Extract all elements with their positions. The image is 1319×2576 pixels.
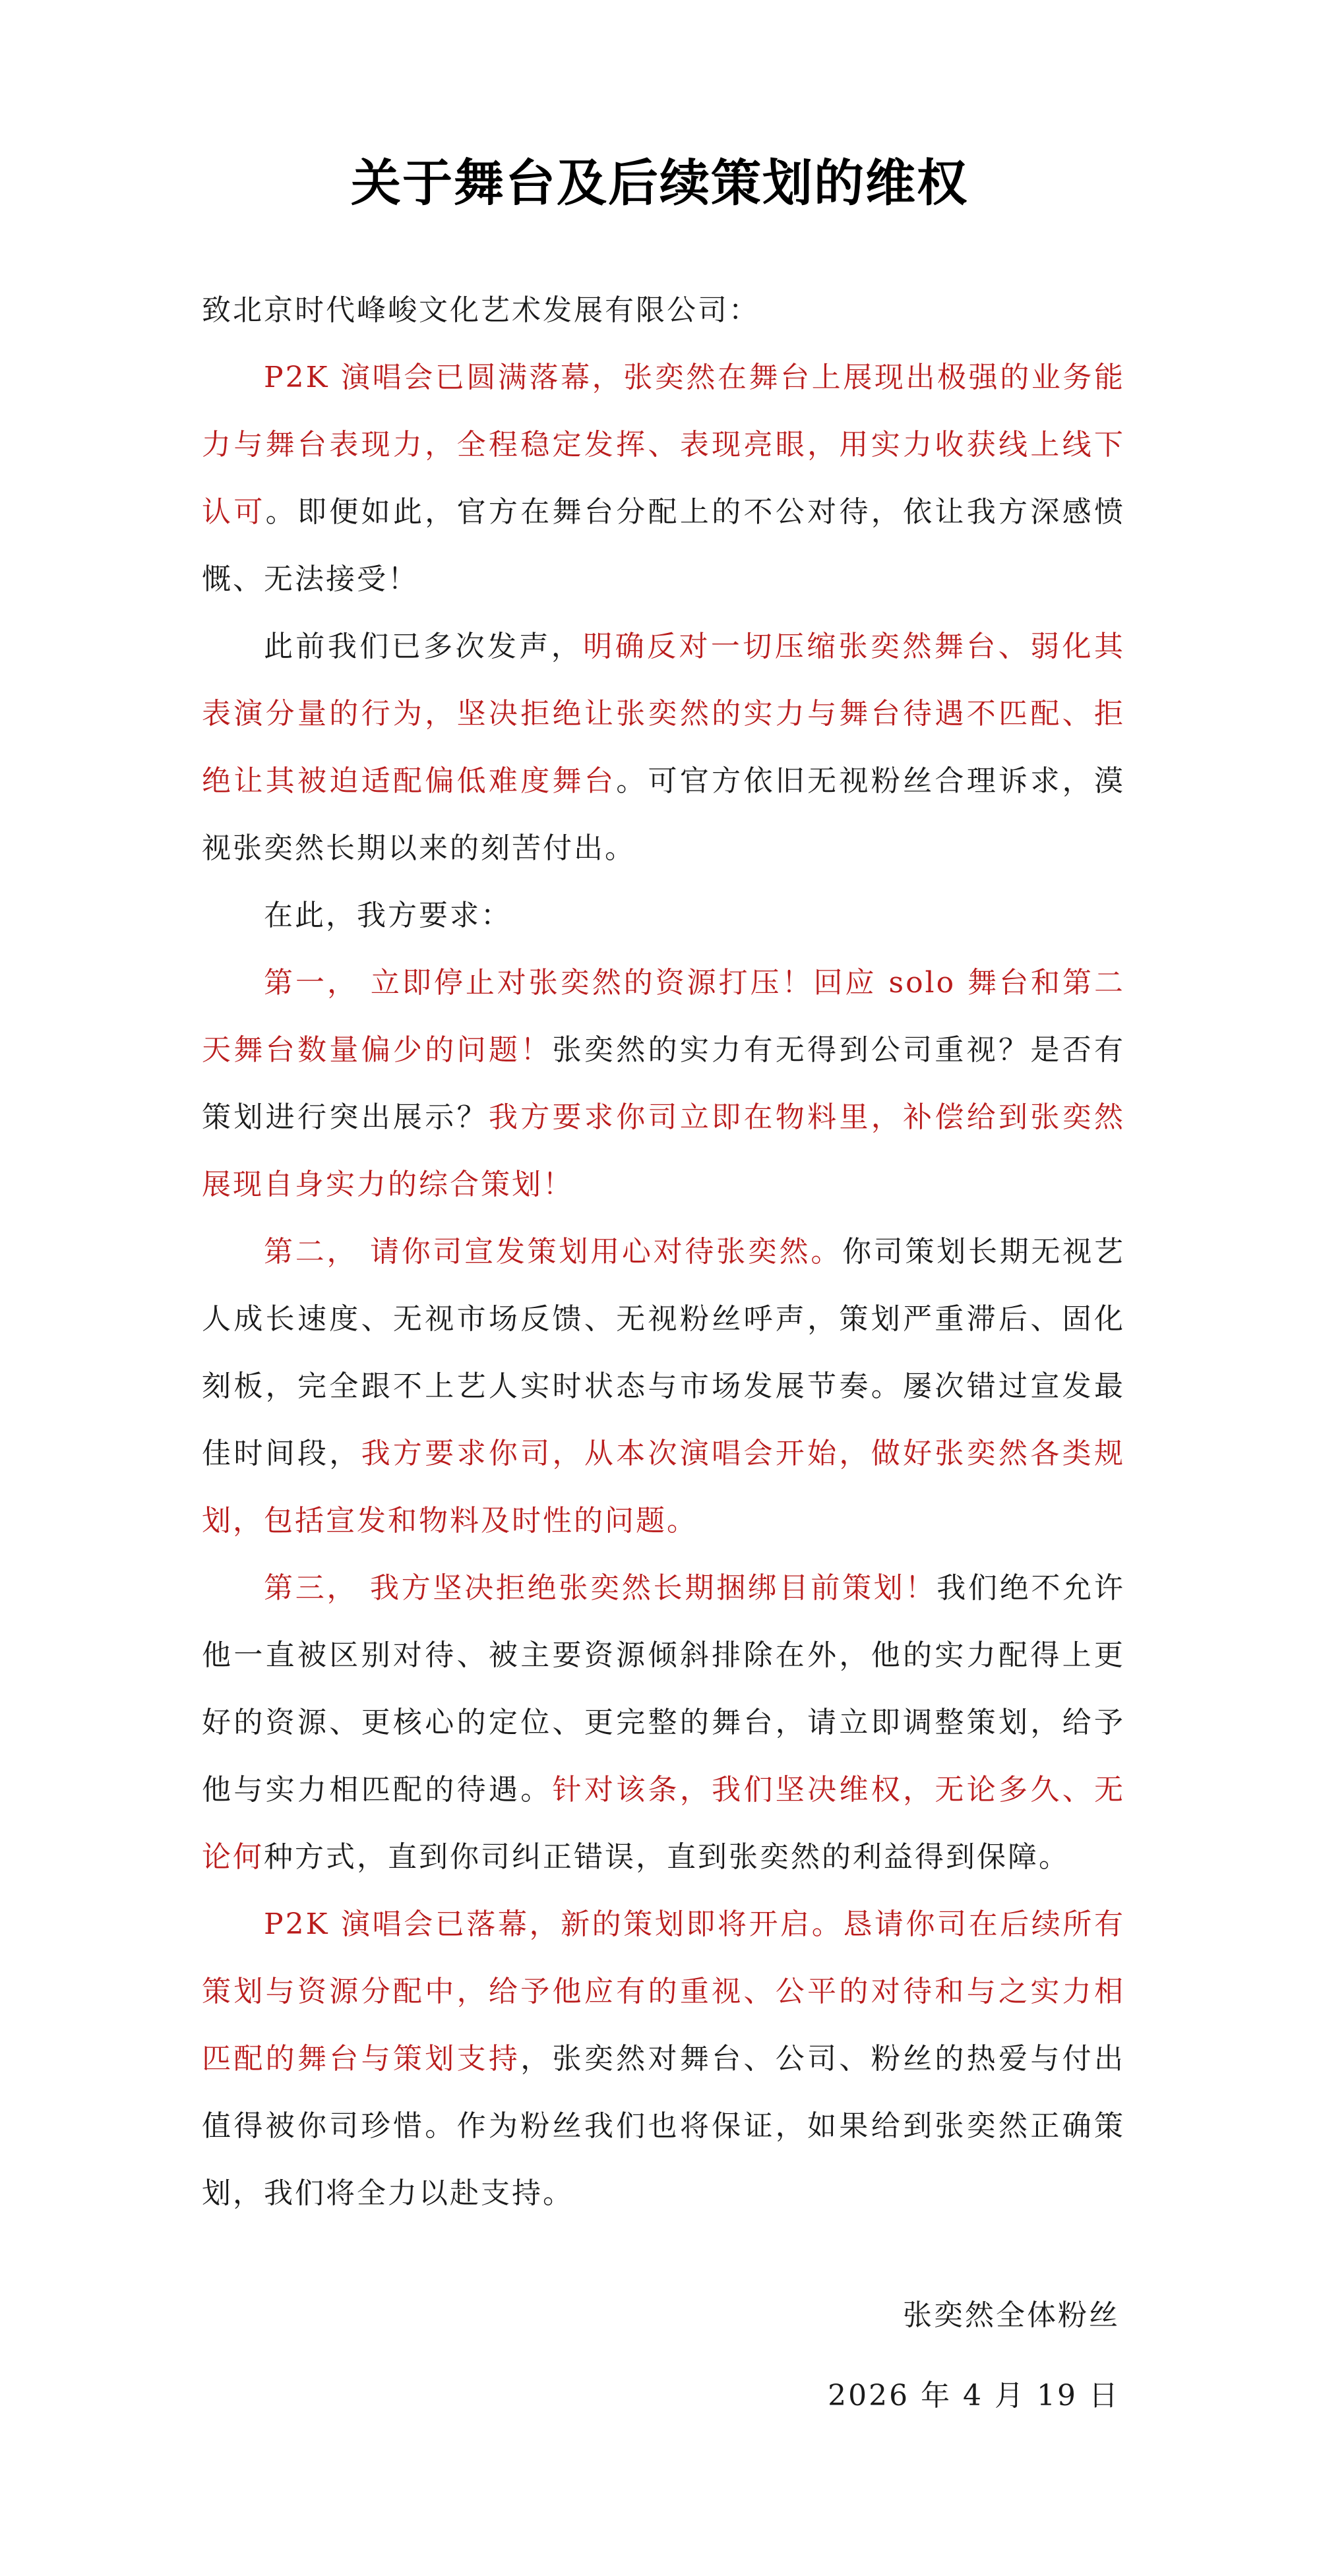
paragraph-1-text: 。即便如此，官方在舞台分配上的不公对待，依让我方深感愤慨、无法接受！ bbox=[202, 495, 1126, 596]
demand-2-highlight: 我方要求你司，从本次演唱会开始，做好张奕然各类规划，包括宣发和物料及时性的问题。 bbox=[202, 1437, 1125, 1538]
paragraph-3: 在此，我方要求： bbox=[264, 899, 512, 932]
letter-body bbox=[202, 277, 1125, 2227]
paragraph-2-text-start: 此前我们已多次发声， bbox=[264, 630, 584, 663]
demand-3-heading: 第三， 我方坚决拒绝张奕然长期捆绑目前策划！ bbox=[264, 1571, 937, 1605]
paragraph-2 bbox=[202, 613, 1125, 882]
paragraph-closing bbox=[202, 1891, 1125, 2227]
demand-3-highlight: 针对该条，我们坚决维权，无论多久、无论何 bbox=[202, 1773, 1126, 1874]
demand-2 bbox=[202, 1218, 1125, 1555]
closing-text: ，张奕然对舞台、公司、粉丝的热爱与付出值得被你司珍惜。作为粉丝我们也将保证，如果给到张奕然正确策划，我们将全力以赴支持。 bbox=[202, 2042, 1126, 2210]
demand-3-text-end: 种方式，直到你司纠正错误，直到张奕然的利益得到保障。 bbox=[264, 1840, 1070, 1874]
closing-highlight: P2K 演唱会已落幕，新的策划即将开启。恳请你司在后续所有策划与资源分配中，给予他应有的重视、公平的对待和与之实力相匹配的舞台与策划支持 bbox=[202, 1907, 1125, 2076]
paragraph-1 bbox=[202, 344, 1125, 613]
demand-1-heading: 第一， 立即停止对张奕然的资源打压！回应 solo 舞台和第二天舞台数量偏少的问题！ bbox=[202, 966, 1125, 1067]
demand-1-text: 张奕然的实力有无得到公司重视？是否有策划进行突出展示？ bbox=[202, 1033, 1126, 1134]
paragraph-1-highlight: P2K 演唱会已圆满落幕，张奕然在舞台上展现出极强的业务能力与舞台表现力，全程稳定发挥、表现亮眼，用实力收获线上线下认可 bbox=[202, 361, 1125, 529]
date: 2026 年 4 月 19 日 bbox=[828, 2379, 1120, 2412]
demand-1 bbox=[202, 949, 1125, 1218]
demand-3 bbox=[202, 1555, 1125, 1891]
signature: 张奕然全体粉丝 bbox=[903, 2298, 1120, 2332]
paragraph-2-highlight: 明确反对一切压缩张奕然舞台、弱化其表演分量的行为，坚决拒绝让张奕然的实力与舞台待遇不匹配、拒绝让其被迫适配偏低难度舞台 bbox=[202, 630, 1126, 798]
demand-2-heading: 第二， 请你司宣发策划用心对待张奕然。 bbox=[264, 1235, 843, 1269]
document-title: 关于舞台及后续策划的维权 bbox=[351, 154, 968, 212]
demand-3-text: 我们绝不允许他一直被区别对待、被主要资源倾斜排除在外，他的实力配得上更好的资源、更核心的定位、更完整的舞台，请立即调整策划，给予他与实力相匹配的待遇。 bbox=[202, 1571, 1126, 1807]
demand-2-text: 你司策划长期无视艺人成长速度、无视市场反馈、无视粉丝呼声，策划严重滞后、固化刻板，完全跟不上艺人实时状态与市场发展节奏。屡次错过宣发最佳时间段， bbox=[202, 1235, 1125, 1470]
salutation: 致北京时代峰峻文化艺术发展有限公司： bbox=[202, 293, 760, 327]
demand-1-highlight: 我方要求你司立即在物料里，补偿给到张奕然展现自身实力的综合策划！ bbox=[202, 1100, 1126, 1201]
paragraph-2-text-end: 。可官方依旧无视粉丝合理诉求，漠视张奕然长期以来的刻苦付出。 bbox=[202, 764, 1126, 865]
